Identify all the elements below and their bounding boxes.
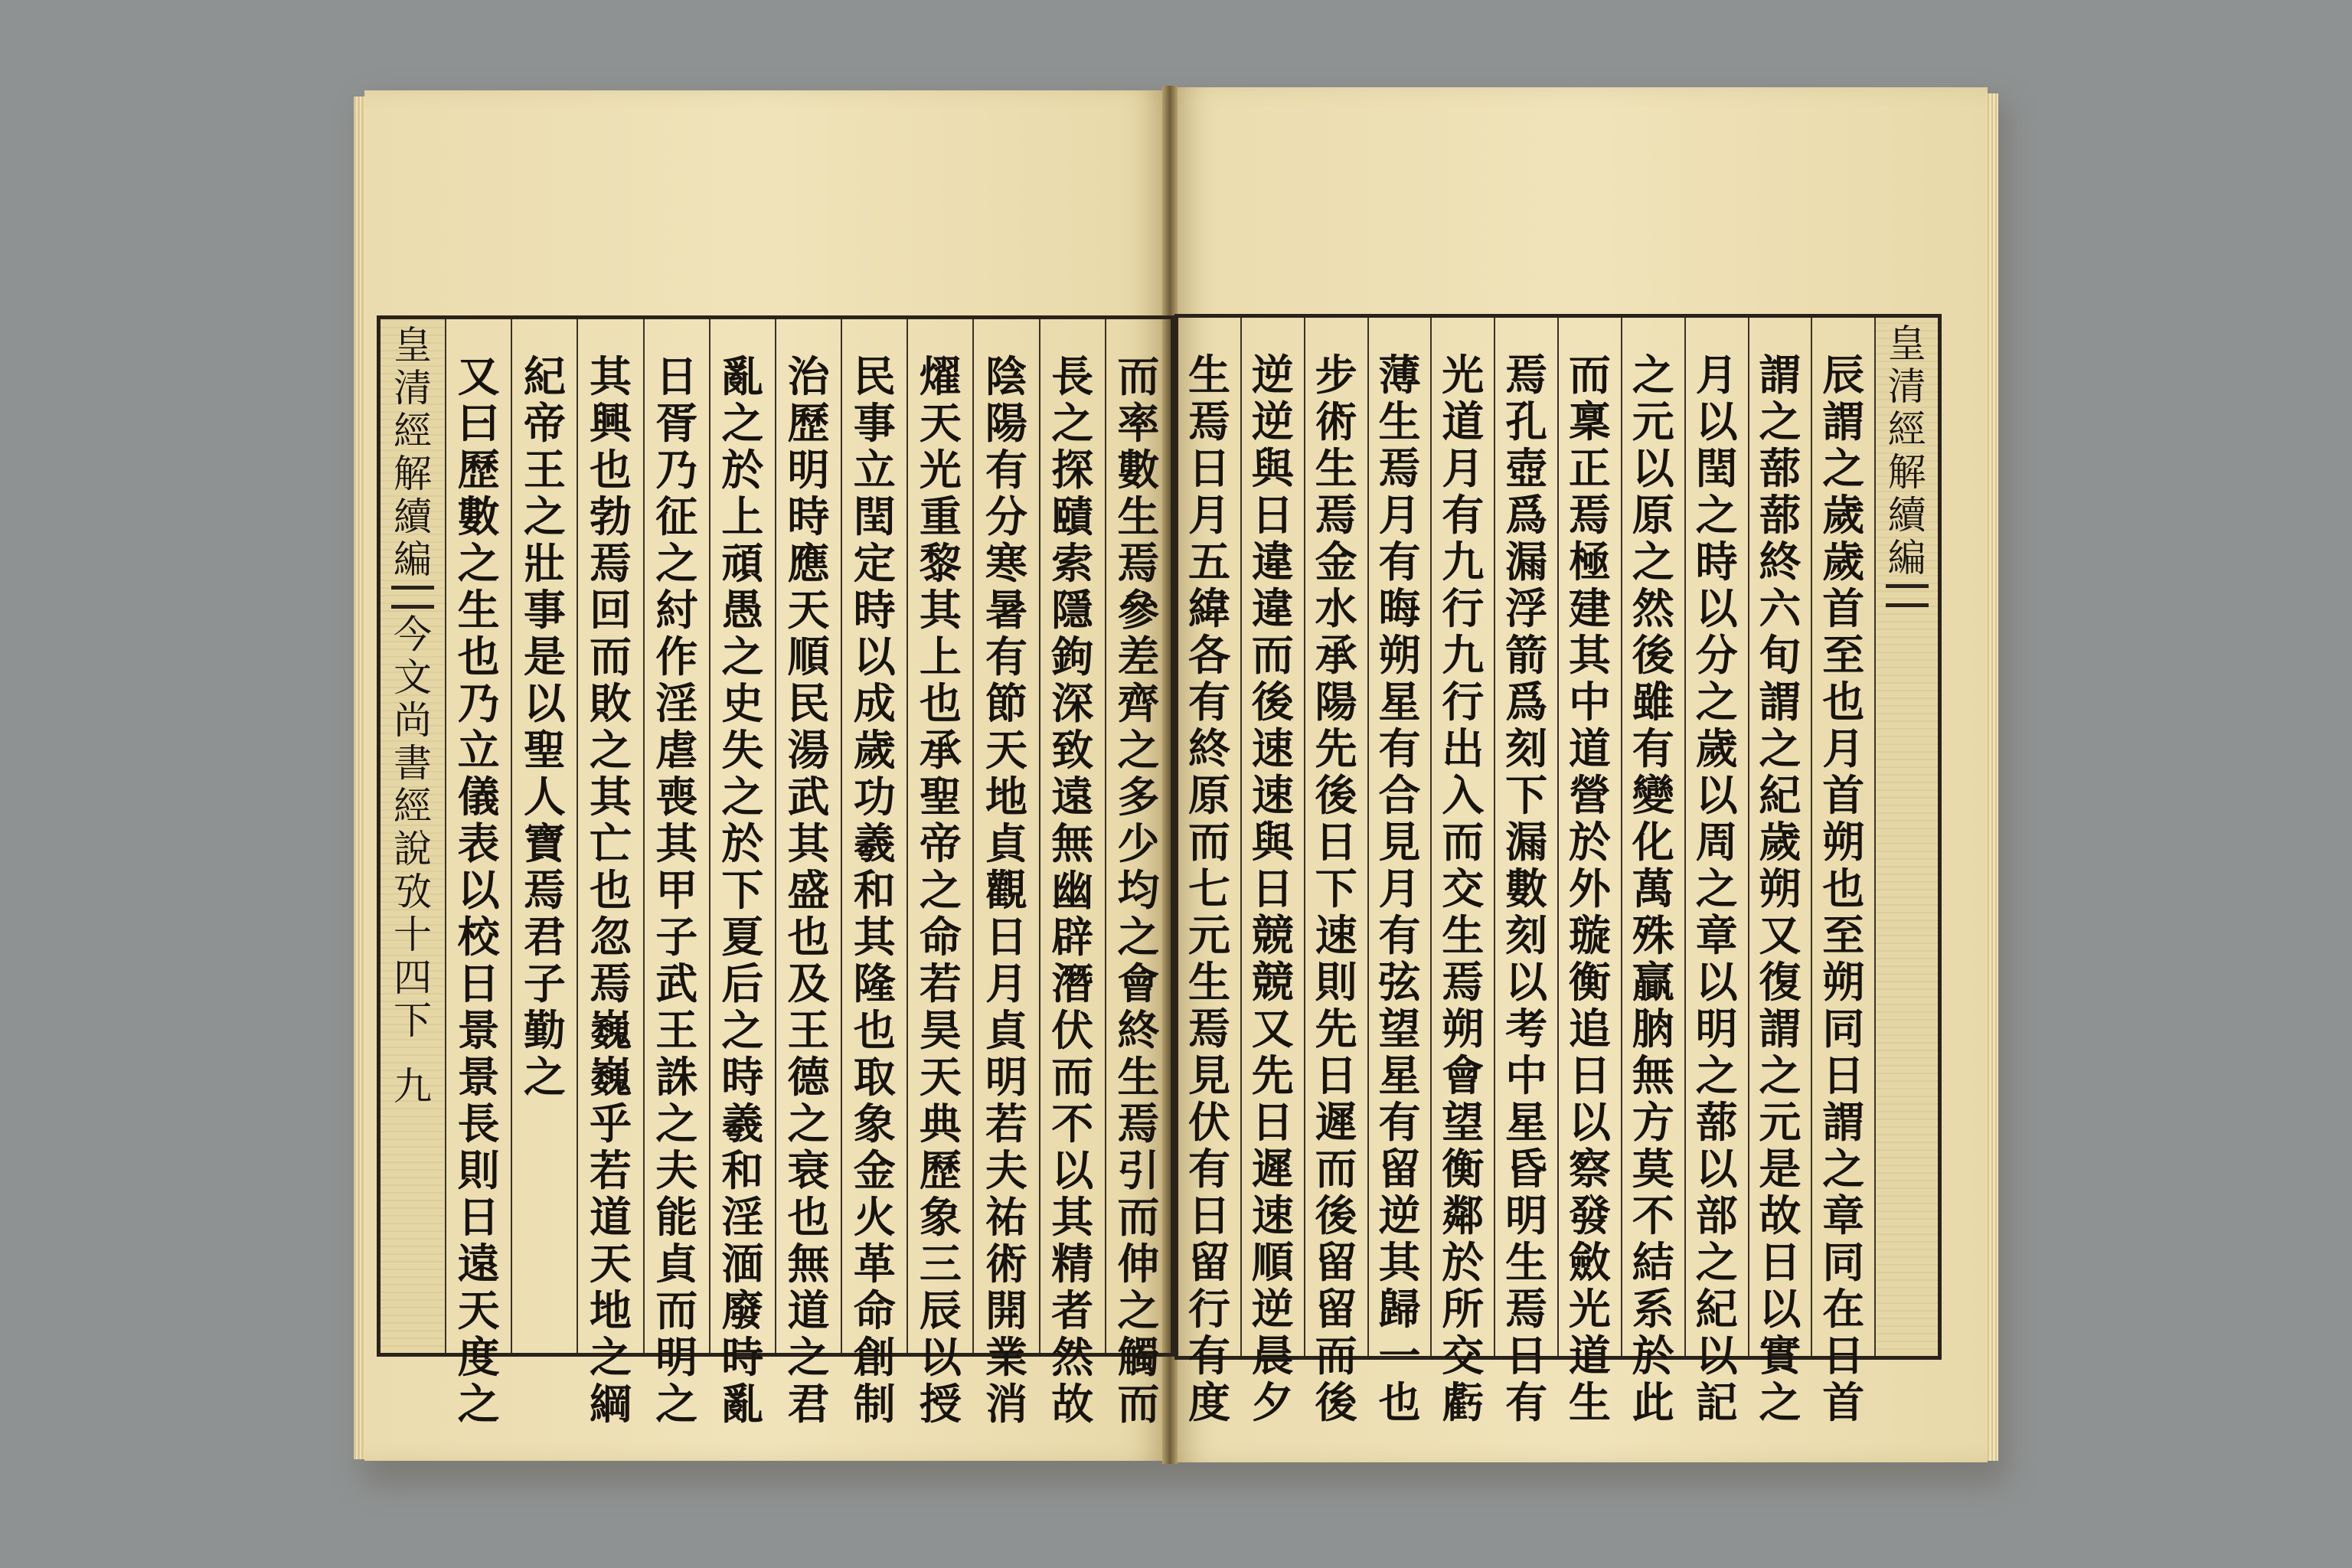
column-text: 又 曰 歷 數 之 生 也 乃 立 儀 表 以 校 日 景 景 長 則 日 遠 天 度 之: [457, 351, 500, 1429]
column-text: 燿 天 光 重 黎 其 上 也 承 聖 帝 之 命 若 昊 天 典 歷 象 三 辰 以 授: [919, 351, 962, 1429]
column-text: 長 之 探 賾 索 隱 鉤 深 致 遠 無 幽 辟 潛 伏 而 不 以 其 精 者 然 故: [1051, 351, 1094, 1429]
right-text-frame: [1174, 314, 1942, 1427]
column-text: 辰 謂 之 歲 歲 首 至 也 月 首 朔 也 至 朔 同 日 謂 之 章 同 在 日 首: [1822, 350, 1865, 1427]
text-column: [1367, 318, 1431, 1427]
column-text: 而 稟 正 焉 極 建 其 中 道 營 於 外 璇 衡 追 日 以 察 發 斂 光 道 生: [1568, 350, 1611, 1427]
right-banner-column: [1874, 318, 1938, 1356]
column-text: 生 焉 日 月 五 緯 各 有 終 原 而 七 元 生 焉 見 伏 有 日 留 行 有 度: [1187, 350, 1230, 1427]
left-text-frame: [377, 315, 1174, 1429]
column-text: 之 元 以 原 之 然 後 雖 有 變 化 萬 殊 贏 朒 無 方 莫 不 結 系 於 此: [1632, 350, 1674, 1427]
text-column: [511, 319, 577, 1353]
column-text: 亂 之 於 上 頑 愚 之 史 失 之 於 下 夏 后 之 時 羲 和 淫 湎 廢 時 亂: [721, 351, 764, 1429]
text-column: [1557, 318, 1621, 1427]
text-column: [1039, 319, 1105, 1429]
column-text: 民 事 立 閏 定 時 以 成 歲 功 羲 和 其 隆 也 取 象 金 火 革 命 創 制: [853, 351, 896, 1429]
column-text: 而 率 數 生 焉 參 差 齊 之 多 少 均 之 會 終 生 焉 引 而 伸 之 觸 而: [1117, 351, 1160, 1429]
fish-tail-mark: [391, 586, 434, 609]
chapter-title: 今 文 尚 書 經 說 攷 十 四 下: [394, 612, 433, 1043]
column-text: 日 胥 乃 征 之 紂 作 淫 虐 喪 其 甲 子 武 王 誅 之 夫 能 貞 而 明 之: [655, 351, 698, 1429]
column-text: 謂 之 蔀 蔀 終 六 旬 謂 之 紀 歲 朔 又 復 謂 之 元 是 故 日 以 實 之: [1759, 350, 1802, 1427]
text-column: [1430, 318, 1494, 1427]
book-title: 皇 清 經 解 續 編: [394, 323, 433, 582]
fish-tail-mark: [1886, 584, 1929, 607]
column-text: 逆 逆 與 日 違 違 而 後 速 速 與 日 競 競 又 先 日 遲 速 順 逆 晨 夕: [1251, 350, 1294, 1427]
column-text: 步 術 生 焉 金 水 承 陽 先 後 日 下 速 則 先 日 遲 而 後 留 留 而 後: [1315, 350, 1357, 1427]
text-column: [1621, 318, 1684, 1427]
text-column: [1178, 318, 1240, 1427]
left-banner-column: [381, 319, 445, 1353]
column-text: 陰 陽 有 分 寒 暑 有 節 天 地 貞 觀 日 月 貞 明 若 夫 祐 術 開 業 消: [985, 351, 1028, 1429]
text-column: [1240, 318, 1304, 1427]
text-column: [445, 319, 511, 1429]
column-text: 薄 生 焉 月 有 晦 朔 星 有 合 見 月 有 弦 望 星 有 留 逆 其 歸 一 也: [1378, 350, 1421, 1427]
text-column: [775, 319, 841, 1429]
text-column: [643, 319, 709, 1429]
text-column: [1304, 318, 1367, 1427]
text-column: [1494, 318, 1557, 1427]
text-column: [906, 319, 972, 1429]
column-text: 月 以 閏 之 時 以 分 之 歲 以 周 之 章 以 明 之 蔀 以 部 之 紀 以 記: [1695, 350, 1738, 1427]
column-text: 焉 孔 壺 爲 漏 浮 箭 爲 刻 下 漏 數 刻 以 考 中 星 昏 明 生 焉 日 有: [1505, 350, 1548, 1427]
text-column: [841, 319, 906, 1429]
text-column: [1811, 318, 1874, 1427]
column-text: 治 歷 明 時 應 天 順 民 湯 武 其 盛 也 及 王 德 之 衰 也 無 道 之 君: [787, 351, 830, 1429]
text-column: [1684, 318, 1748, 1427]
column-text: 其 興 也 勃 焉 回 而 敗 之 其 亡 也 忽 焉 巍 巍 乎 若 道 天 地 之 綱: [590, 351, 632, 1429]
page-number: 九: [394, 1064, 433, 1109]
text-column: [1105, 319, 1171, 1429]
column-text: 紀 帝 王 之 壯 事 是 以 聖 人 寶 焉 君 子 勤 之: [523, 351, 566, 1102]
text-column: [972, 319, 1038, 1429]
text-column: [1748, 318, 1811, 1427]
text-column: [577, 319, 642, 1429]
book-title: 皇 清 經 解 續 編: [1887, 322, 1926, 580]
column-text: 光 道 月 有 九 行 九 行 出 入 而 交 生 焉 朔 會 望 衡 鄰 於 所 交 虧: [1442, 350, 1485, 1427]
text-column: [709, 319, 775, 1429]
